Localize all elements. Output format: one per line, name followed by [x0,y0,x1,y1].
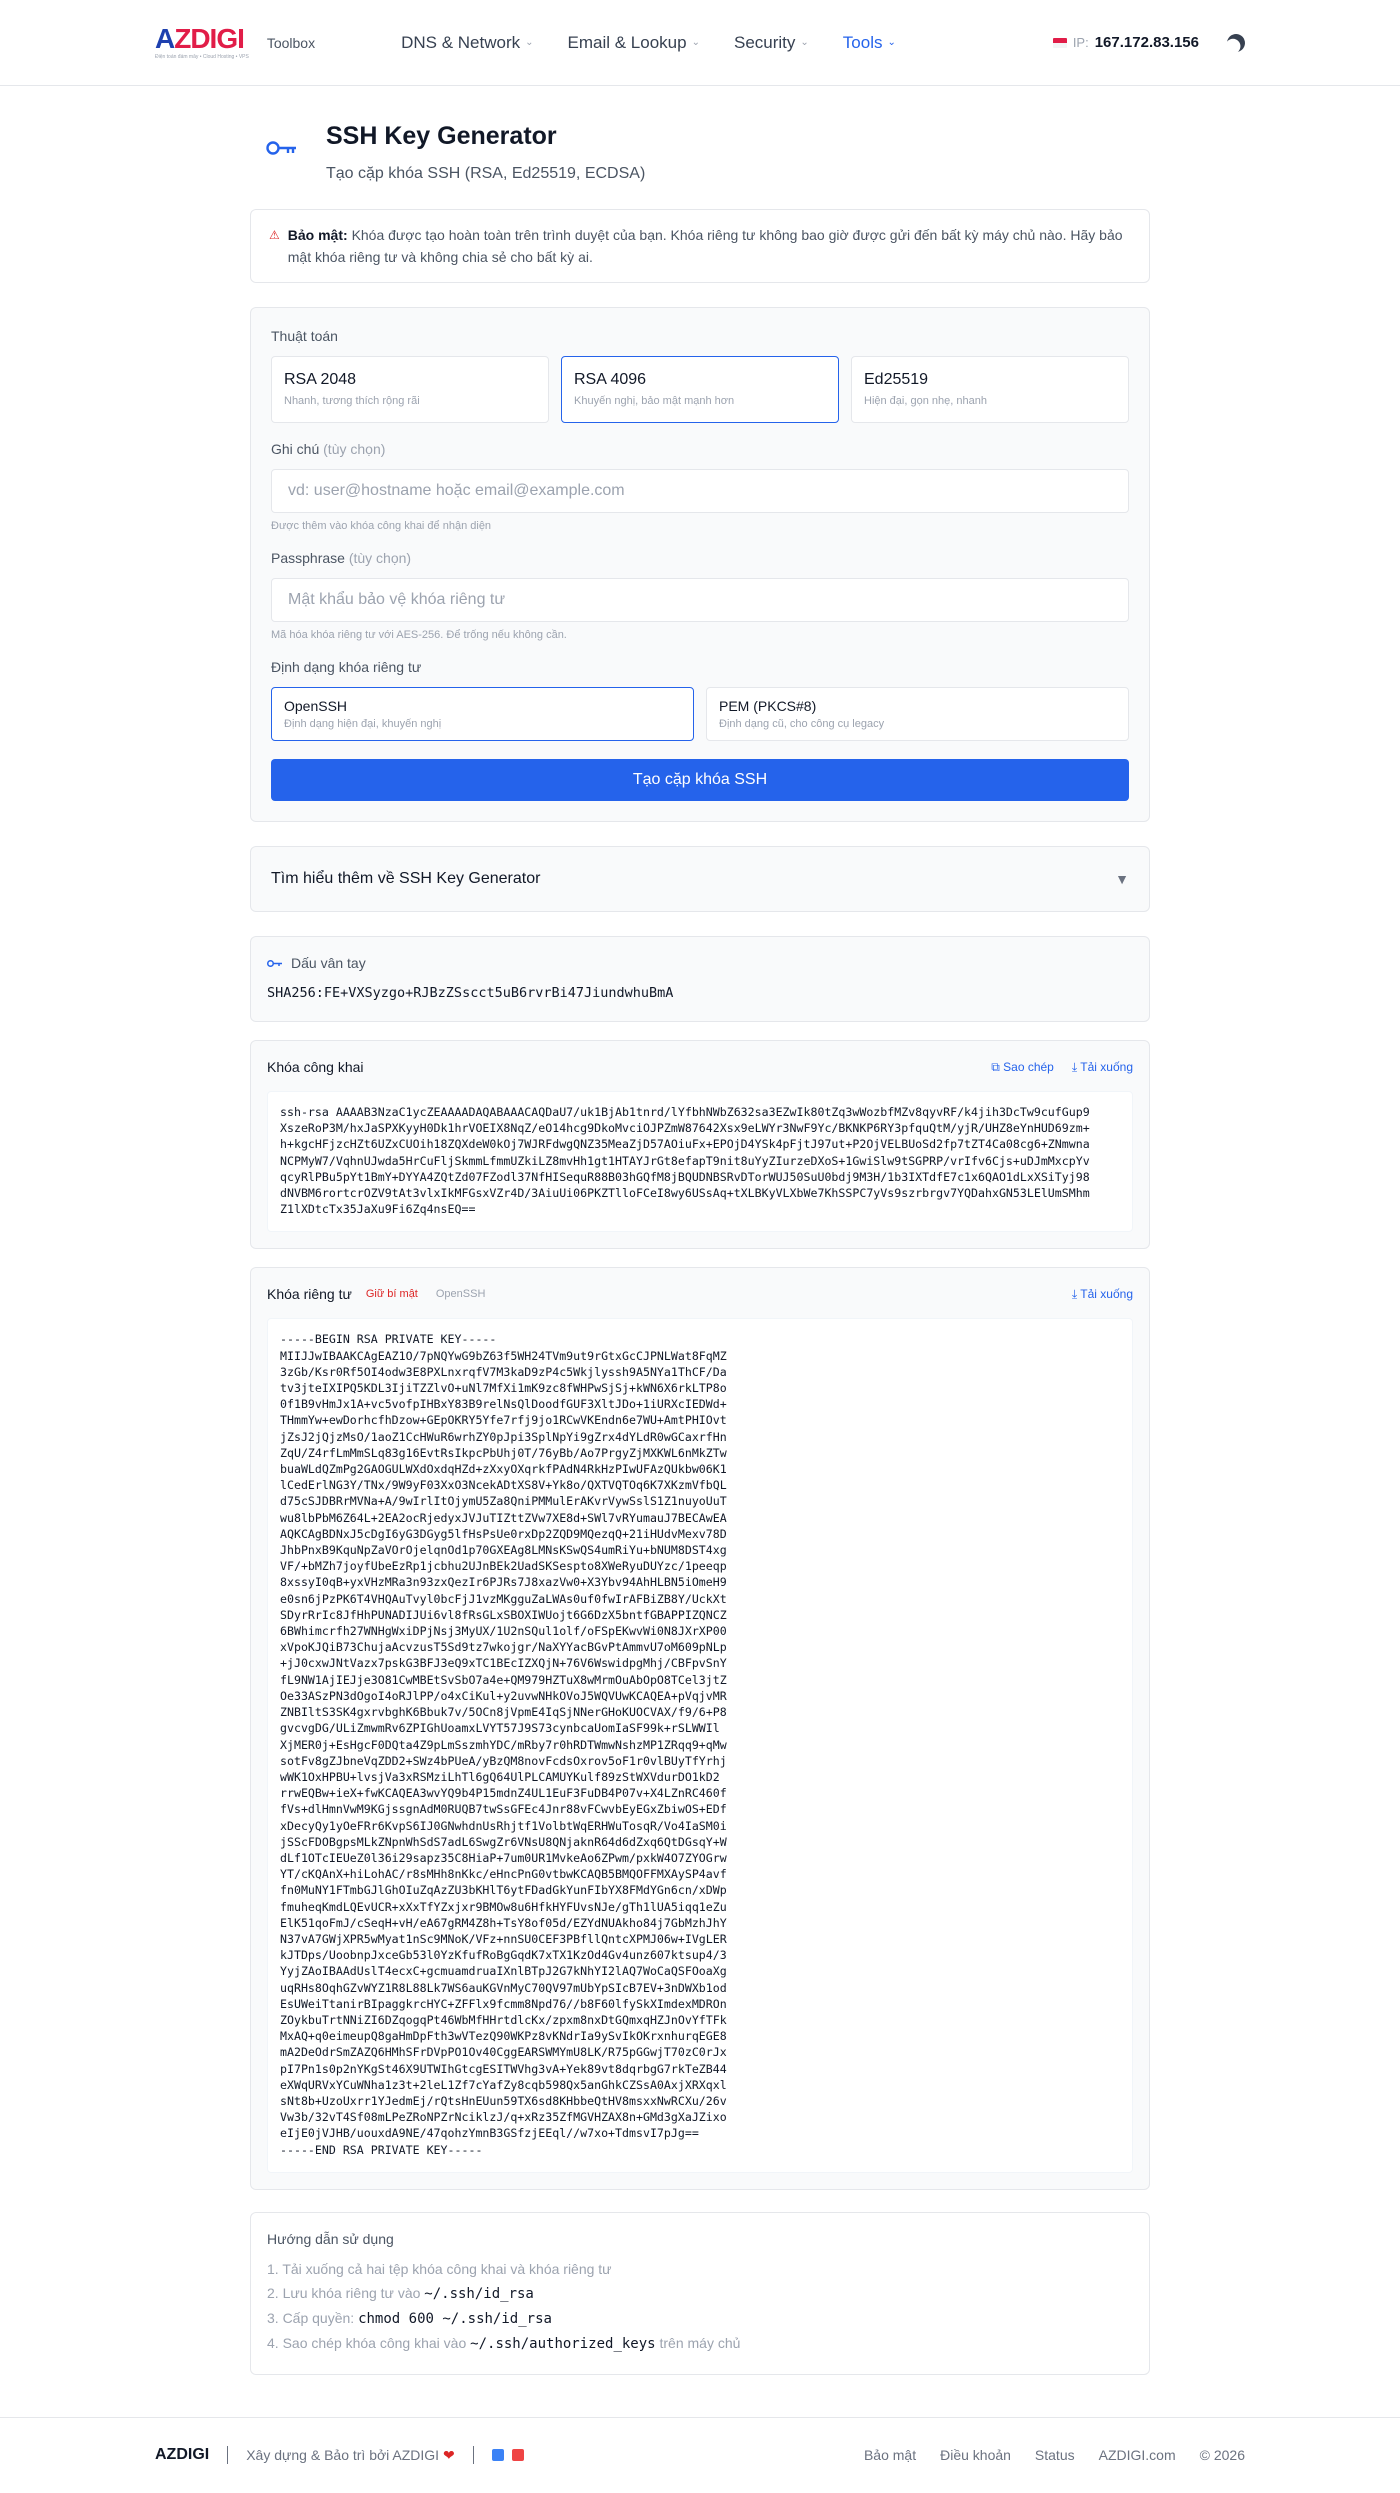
comment-hint: Được thêm vào khóa công khai để nhận diện [271,520,492,532]
azdigi-logo[interactable] [155,25,249,60]
footer-copyright: © 2026 [1199,2447,1245,2464]
passphrase-label: Passphrase (tùy chọn) [271,550,412,566]
algo-name: RSA 2048 [284,371,357,388]
alert-text-wrapper [288,224,1131,268]
page-header [250,86,1150,183]
private-key-header [267,1284,1133,1304]
chevron-down-icon: ⌄ [691,37,700,48]
ip-display [1053,34,1199,51]
guide-step: 4. Sao chép khóa công khai vào ~/.ssh/authorized_keys trên máy chủ [267,2334,741,2352]
algo-name: Ed25519 [864,371,929,388]
footer-icons [492,2449,524,2461]
comment-label: Ghi chú (tùy chọn) [271,441,386,457]
footer-link-privacy[interactable]: Bảo mật [863,2447,917,2464]
public-key-card [250,1040,1150,1249]
format-desc: Định dạng hiện đại, khuyến nghị [284,718,442,730]
passphrase-hint: Mã hóa khóa riêng tư với AES-256. Để trống nếu không cần. [271,629,567,641]
generator-form [250,307,1150,822]
download-icon: ⤓ [1071,1286,1078,1301]
algo-option-ed25519[interactable] [851,356,1129,423]
alert-title: Bảo mật: [287,227,348,243]
brand-icon[interactable] [512,2449,524,2461]
top-navbar [0,0,1400,86]
footer [0,2417,1400,2493]
format-field-block [271,659,1129,741]
chevron-down-icon: ⌄ [800,37,809,48]
algo-options [271,356,1129,423]
learn-more-accordion[interactable] [250,846,1150,912]
algo-option-rsa2048[interactable] [271,356,549,423]
fingerprint-value: SHA256:FE+VXSyzgo+RJBzZSscct5uB6rvrBi47JiundwhuBmA [267,985,674,1001]
page-title: SSH Key Generator [326,122,557,150]
download-icon: ⤓ [1071,1059,1078,1074]
logo-text: AZDIGI [155,23,244,54]
theme-toggle-moon-icon[interactable] [1224,31,1247,54]
public-key-label: Khóa công khai [267,1059,364,1075]
key-small-icon [267,955,283,971]
copy-icon: ⧉ [991,1059,1000,1074]
generate-button[interactable]: Tạo cặp khóa SSH [271,759,1129,801]
brand-label: Toolbox [266,34,316,51]
algo-option-rsa4096[interactable] [561,356,839,423]
main-content [250,86,1150,2375]
footer-link-terms[interactable]: Điều khoản [940,2447,1011,2464]
format-option-pem[interactable] [706,687,1129,741]
warning-icon: ⚠ [269,228,280,242]
usage-guide [250,2212,1150,2375]
guide-step: 3. Cấp quyền: chmod 600 ~/.ssh/id_rsa [267,2309,552,2327]
accordion-title: Tìm hiểu thêm về SSH Key Generator [271,870,541,887]
guide-step: 1. Tải xuống cả hai tệp khóa công khai và khóa riêng tư [267,2260,612,2277]
format-name: OpenSSH [284,698,348,714]
key-icon [262,122,302,183]
passphrase-input[interactable] [271,578,1129,622]
footer-links [864,2447,1245,2463]
nav-security[interactable]: Security ⌄ [733,32,809,52]
format-badge: OpenSSH [435,1288,486,1301]
secret-badge: Giữ bí mật [365,1288,418,1301]
format-desc: Định dạng cũ, cho công cụ legacy [719,718,885,730]
security-alert [250,209,1150,283]
footer-link-azdigi[interactable]: AZDIGI.com [1098,2447,1176,2464]
passphrase-field-block [271,550,1129,641]
fingerprint-card [250,936,1150,1022]
download-private-key-button[interactable]: ⤓ Tải xuống [1071,1286,1133,1301]
nav-tools[interactable]: Tools ⌄ [842,32,896,52]
guide-step: 2. Lưu khóa riêng tư vào ~/.ssh/id_rsa [267,2284,534,2302]
copy-public-key-button[interactable]: ⧉ Sao chép [991,1059,1054,1074]
private-key-text[interactable]: -----BEGIN RSA PRIVATE KEY----- MIIJJwIBAAKCAgEAZ1O/7pNQYwG9bZ63f5WH24TVm9ut9rGtxGcCJPNLWat8FqMZ 3zGb/Ksr0Rf5OI4odw3E8PXLnxrqfV7M3kaD9zP4c5Wkjlyssh9A5NYa1ThCF/Da tv3jteIXIPQ5KDL3IjiTZZlvO+uNl7MfXi1mK9zc8fWHPwSjSj+kWN6X6rkLTP8o 0f1B9vHmJx1A+vc5vofpIHBxY83B9relNsQlDoodfGUF3XltJDo+1iURXcIEDWd+ THmmYw+ewDorhcfhDzow+GEpOKRY5Yfe7rfj9jo1RCwVKEndn6e7WU+AmtPHIOvt jZsJ2jQjzMsO/1aoZ1CcHWuR6wrhZY0pJpi3SplNpYi9gZrx4dYLdR0wGCaxrfHn ZqU/Z4rfLmMmSLq83g16EvtRsIkpcPbUhj0T/76yBb/Ao7PrgyZjMXKWL6nMkZTw buaWLdQZmPg2GAOGULWXdOxdqHZd+zXxyOXqrkfPAdN4RkHzPIwUFAzQUkbw06K1 lCedErlNG3Y/TNx/9W9yF03XxO3NcekADtXS8V+Yk8o/QXTVQTOq6K7XKzmVfbQL d75cSJDBRrMVNa+A/9wIrlItOjymU5Za8QniPMMulErAKvrVywSslS1Z1nuyoUuT wu8lbPbM6Z64L+2EA2ocRjedyxJVJuTIZttZVw7XE8d+SWl7vRYumauJ7BECAwEA AQKCAgBDNxJ5cDgI6yG3DGyg5lfHsPsUe0rxDp2ZQD9MQezqQ+21iHUdvMexv78D JhbPnxB9KquNpZaVOrOjelqnOd1p70GXEAg8LMNsKSwQS4umRiYu+bNUM8DST4xg VF/+bMZh7joyfUbeEzRp1jcbhu2UJnBEk2UadSKSespto8XWeRyuDUYzc/1peeqp 8xssyI0qB+yxVHzMRa3n93zxQezIr6PJRs7J8xazVw0+X3Ybv94AhHLBN5iOmeH9 e0sn6jPzPK6T4VHQAuTvyl0bcFjJ1vzMKgguZaLWAs0uf0fwIrAFBiZB8Y/UckXt SDyrRrIc8JfHhPUNADIJUi6vl8fRsGLxSBOXIWUojt6G6DzX5bntfGBAPPIZQNCZ 6BWhimcrfh27WNHgWxiDPjNsj3MyUX/1U2nSQul1olf/oFSpEKwvWi0N8JXrXP00 xVpoKJQiB73ChujaAcvzusT5Sd9tz7wkojgr/NaXYYacBGvPtAmmvU7oM609pNLp +jJ0cxwJNtVazx7pskG3BFJ3eQ9xTC1BEcIZXQjN+76V6WswidpgMhj/CBFpvSnY fL9NW1AjIEJje3O81CwMBEtSvSbO7a4e+QM979HZTuX8wMrmOuAbOpO8TCel3jtZ Oe33ASzPN3dOgoI4oRJlPP/o4xCiKul+y2uvwNHkOVoJ5WQVUwKCAQEA+pVqjvMR ZNBIltS3SK4gxrvbghK6Bbuk7v/5OCn8jVpmE4IqSjNNerGHoKUOCVAX/f9/6+P8 gvcvgDG/ULiZmwmRv6ZPIGhUoamxLVYT57J9S73cynbcaUomIaSF99k+rSLWWIl XjMER0j+EsHgcF0DQta4Z9pLmSszmhYDC/mRby7r0hRDTWmwNshzMP1ZRqq9+qMw sotFv8gZJbneVqZDD2+SWz4bPUeA/yBzQM8novFcdsOxrov5oF1r0vlBUyTfYrhj wWK1OxHPBU+lvsjVa3xRSMziLhTl6gQ64UlPLCAMUYKulf89zStWXVdurDO1kD2 rrwEQBw+ieX+fwKCAQEA3wvYQ9b4P15mdnZ4UL1EuF3FuDB4P07v+X4LZnRC460f fVs+dlHmnVwM9KGjssgnAdM0RUQB7twSsGFEc4Jnr88vFCwvbEyEGxZbiwOS+EDf xDecyQy1yOeFRr6KvpS6IJ0GNwhdnUsRhjtf1VolbtWqERHWuTosqR/Vo4IaSM0i jSScFDOBgpsMLkZNpnWhSdS7adL6SwgZr6VNsU8QNjaknR64d6dZxq6QtDGsqY+W dLf1OTcIEUeZ0l36i29sapz35C8HiaP+7um0UR1MvkeAo6ZPwm/pxkW4O7ZYOGrw YT/cKQAnX+hiLohAC/r8sMHh8nKkc/eHncPnG0vtbwKCAQB5BMQOFFMXAySP4avf fn0MuNY1FTmbGJlGhOIuZqAzZU3bKHlT6ytFDadGkYunFIbYX8FMdYGn6cn/xDWp fmuheqKmdLQEvUCR+xXxTfYZxjxr9BMOw8u6HfkHYFUvsNJe/gTh1lUA5iqq1eZu ElK51qoFmJ/cSeqH+vH/eA67gRM4Z8h+TsY8of05d/EZYdNUAkho84j7GbMzhJhY N37vA7GWjXPR5wMyat1nSc9MNoK/VFz+nnSU0CEF3PBfllQntcXPMJ06w+IVgLER kJTDps/UoobnpJxceGb53l0YzKfufRoBgGqdK7xTX1KzOd4Gv4unz607ktsup4/3 YyjZAoIBAAdUslT4ecxC+gcmuamdruaIXnlBTpJ2G7kNhYI2lAQ7WoCaQSFOoaXg uqRHs8OqhGZvWYZ1R8L88Lk7WS6auKGVnMyC70QV97mUbYpSIcB7EV+3nDWXb1od EsUWeiTtanirBIpaggkrcHYC+ZFFlx9fcmm8Npd76//b8F60lfySkXImdexMDROn ZOykbuTrtNNiZI6DZqogqPt46WbMfHHrtdlcKx/zpxm8nxDtGQmxqHZJnOvYfTFk MxAQ+q0eimeupQ8gaHmDpFth3wVTezQ90WKPz8vKNdrIa9ySvIkOKrxnhurqEGE8 mA2DeOdrSmZAZQ6HMhSFrDVpPO1Ov40CggEARSWMYmU8LK/R75pGGwjT70zC0rJx pI7Pn1s0p2nYKgSt46X9UTWIhGtcgESITWVhg3vA+Yek89vt8dqrbgG7rkTeZB44 eXWqURVxYCuWNha1z3t+2leL1Zf7cYafZy8cqb598Qx5anGhkCZSsA0AxjXRXqxl sNt8b+UzoUxrr1YJedmEj/rQtsHnEUun59TX6sd8KHbbeQtHV8msxxNwRCXu/26v Vw3b/32vT4Sf08mLPeZRoNPZrNciklzJ/q+xRz35ZfMGVHZAX8n+GMd3gXaJZixo eIjE0jVJHB/uouxdA9NE/47qohzYmnB3GSfzjEEql//w7xo+TdmsvI7pJg== -----END RSA PRIVATE KEY----- [267,1318,1133,2172]
private-key-card [250,1267,1150,2189]
main-nav [401,33,896,53]
private-key-label: Khóa riêng tư [267,1286,352,1303]
ip-value: 167.172.83.156 [1094,34,1199,51]
format-name: PEM (PKCS#8) [719,698,817,714]
alert-text: Khóa được tạo hoàn toàn trên trình duyệt của bạn. Khóa riêng tư không bao giờ được gửi đến bất kỳ máy chủ nào. Hãy bảo mật khóa riêng tư và không chia sẻ cho bất kỳ ai. [287,227,1123,265]
nav-dns-network[interactable]: DNS & Network ⌄ [401,32,534,52]
page-subtitle: Tạo cặp khóa SSH (RSA, Ed25519, ECDSA) [326,165,646,182]
algo-label: Thuật toán [271,328,338,344]
public-key-text[interactable]: ssh-rsa AAAAB3NzaC1ycZEAAAADAQABAAACAQDaU7/uk1BjAb1tnrd/lYfbhNWbZ632sa3EZwIk80tZq3wWozbfMZv8qyvRF/k4jih3DcTw9cufGup9 XszeRoP3M/hxJaSPXKyyH0Dk1hrVOEIX8NqZ/eO14hcg9DkoMvciOJPZmW87642Xsx9eLWYr3NwF9Yc/BKNKP6RY3pfquQtM/yjR/UHZ8eYnHUD69zm+ h+kgcHFjzcHZt6UZxCUOih18ZQXdeW0kOj7WJRFdwgQNZ35MeaZjD57AOiuFx+EPOjD4YSk4pFjtJ97ut+P2OjVELBUoSd2fp7tZT4Ca08cg6+ZNmwna NCPMyW7/VqhnUJwda5HrCuFljSkmmLfmmUZkiLZ8mvHh1gt1HTAYJrGt8efapT9nit8uYyZIurzeDXoS+1GwiSlw9tSGPRP/vrIfv6Cjs+uDJmMxcpYv qcyRlPBu5pYt1BmY+DYYA4ZQtZd07FZodl37NfHISequR88B03hGQfM8jBQUDNBSRvDTorWUJ50SuU0bdj9M3H/1b3IXTdfE7c1x6QAO1dLxXSiTyj98 dNVBM6rortcrOZV9tAt3vlxIkMFGsxVZr4D/3AiuUi06PKZTlloFCeI8wy6USsAq+tXLBKyVLXbWe7KhSSPC7yVs9szrbrgv7YQDahxGN53LElUmSMhm Z1lXDtcTx35JaXu9Fi6Zq4nsEQ== [267,1091,1133,1232]
comment-field-block [271,441,1129,532]
app-icon[interactable] [492,2449,504,2461]
fingerprint-label: Dấu vân tay [291,955,366,971]
logo-tagline: Điện toán đám mây • Cloud Hosting • VPS [155,54,249,60]
format-options [271,687,1129,741]
chevron-down-icon: ⌄ [525,37,534,48]
format-label: Định dạng khóa riêng tư [271,659,422,675]
guide-title: Hướng dẫn sử dụng [267,2230,394,2247]
algo-desc: Khuyến nghị, bảo mật mạnh hơn [574,395,735,407]
flag-icon [1053,38,1067,48]
fingerprint-header [267,955,1133,971]
footer-brand[interactable]: AZDIGI [155,2446,210,2464]
caret-down-icon: ▼ [1115,871,1129,887]
public-key-header [267,1057,1133,1077]
footer-credit: Xây dựng & Bảo trì bởi AZDIGI ❤ [246,2446,455,2463]
chevron-down-icon: ⌄ [887,37,896,48]
comment-input[interactable] [271,469,1129,513]
format-option-openssh[interactable] [271,687,694,741]
algo-desc: Nhanh, tương thích rộng rãi [284,395,420,407]
download-public-key-button[interactable]: ⤓ Tải xuống [1071,1059,1133,1074]
brand[interactable] [155,25,315,60]
ip-label: IP: [1072,35,1089,50]
algo-name: RSA 4096 [574,371,647,388]
nav-email-lookup[interactable]: Email & Lookup ⌄ [567,32,700,52]
heart-icon: ❤ [442,2446,455,2463]
algo-desc: Hiện đại, gọn nhẹ, nhanh [864,395,987,407]
footer-link-status[interactable]: Status [1034,2447,1075,2464]
